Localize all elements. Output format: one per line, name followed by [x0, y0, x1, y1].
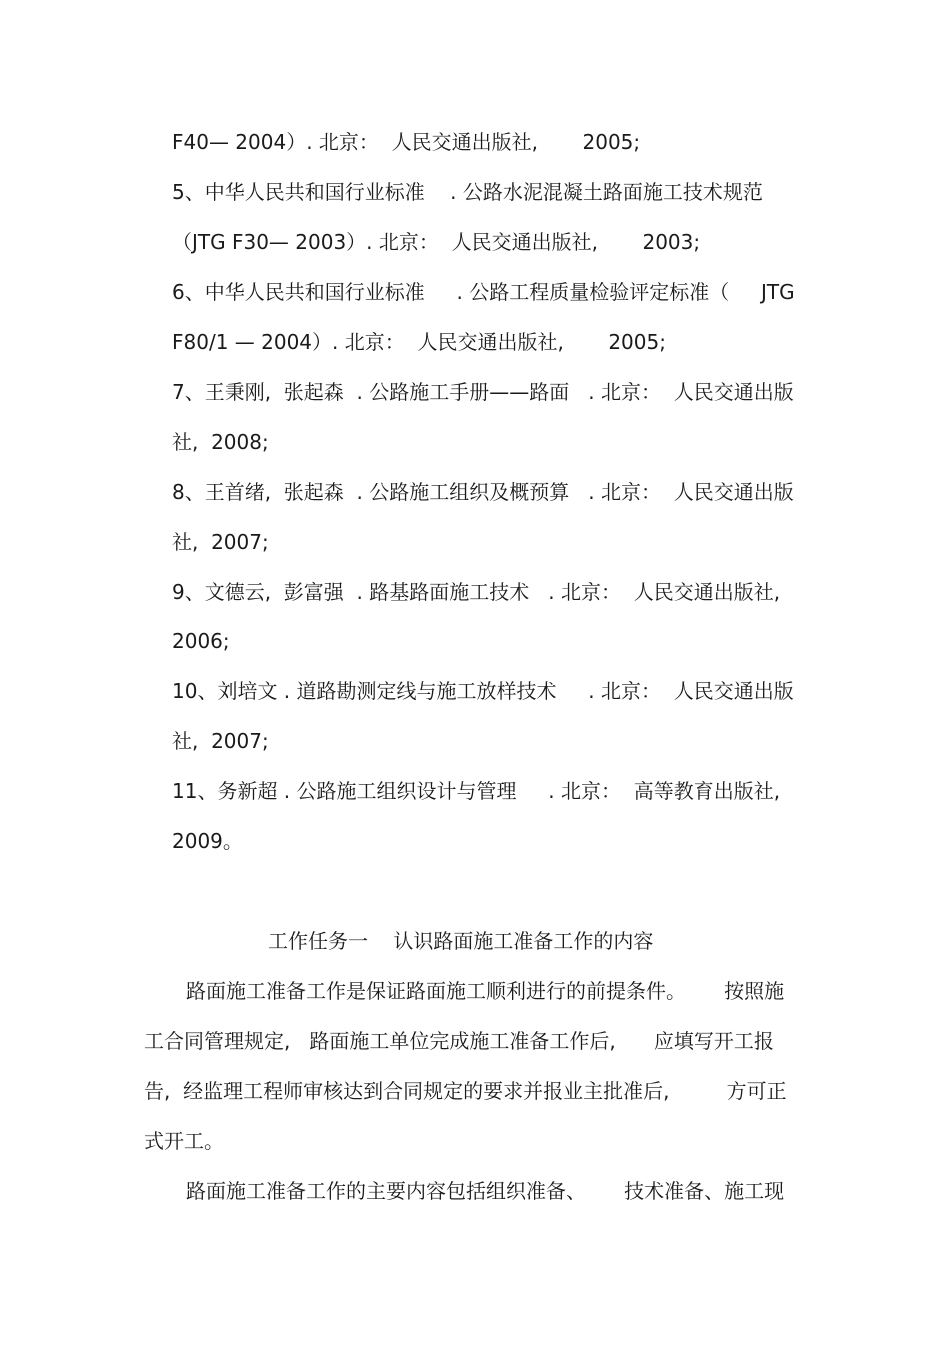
- reference-line: 6、中华人民共和国行业标准 . 公路工程质量检验评定标准（ JTG: [172, 280, 795, 304]
- reference-line: F40— 2004）. 北京： 人民交通出版社, 2005;: [172, 130, 641, 154]
- paragraph-line: 工合同管理规定, 路面施工单位完成施工准备工作后, 应填写开工报: [144, 1029, 774, 1053]
- paragraph-line: 路面施工准备工作的主要内容包括组织准备、 技术准备、施工现: [186, 1179, 785, 1203]
- reference-line: 社, 2007;: [172, 729, 269, 753]
- reference-line: 2006;: [172, 629, 230, 653]
- section-heading: 工作任务一 认识路面施工准备工作的内容: [268, 929, 654, 953]
- reference-line: （JTG F30— 2003）. 北京： 人民交通出版社, 2003;: [172, 230, 701, 254]
- reference-line: 7、王秉刚, 张起森 . 公路施工手册——路面 . 北京： 人民交通出版: [172, 380, 794, 404]
- reference-line: 10、刘培文 . 道路勘测定线与施工放样技术 . 北京： 人民交通出版: [172, 679, 794, 703]
- paragraph-line: 路面施工准备工作是保证路面施工顺利进行的前提条件。 按照施: [186, 979, 785, 1003]
- reference-line: 社, 2008;: [172, 430, 269, 454]
- paragraph-line: 式开工。: [144, 1129, 224, 1153]
- reference-line: 5、中华人民共和国行业标准 . 公路水泥混凝土路面施工技术规范: [172, 180, 763, 204]
- reference-line: 8、王首绪, 张起森 . 公路施工组织及概预算 . 北京： 人民交通出版: [172, 480, 794, 504]
- reference-line: F80/1 — 2004）. 北京： 人民交通出版社, 2005;: [172, 330, 666, 354]
- reference-line: 2009。: [172, 829, 243, 853]
- reference-line: 9、文德云, 彭富强 . 路基路面施工技术 . 北京： 人民交通出版社,: [172, 580, 781, 604]
- reference-line: 社, 2007;: [172, 530, 269, 554]
- reference-line: 11、务新超 . 公路施工组织设计与管理 . 北京： 高等教育出版社,: [172, 779, 781, 803]
- paragraph-line: 告, 经监理工程师审核达到合同规定的要求并报业主批准后, 方可正: [144, 1079, 787, 1103]
